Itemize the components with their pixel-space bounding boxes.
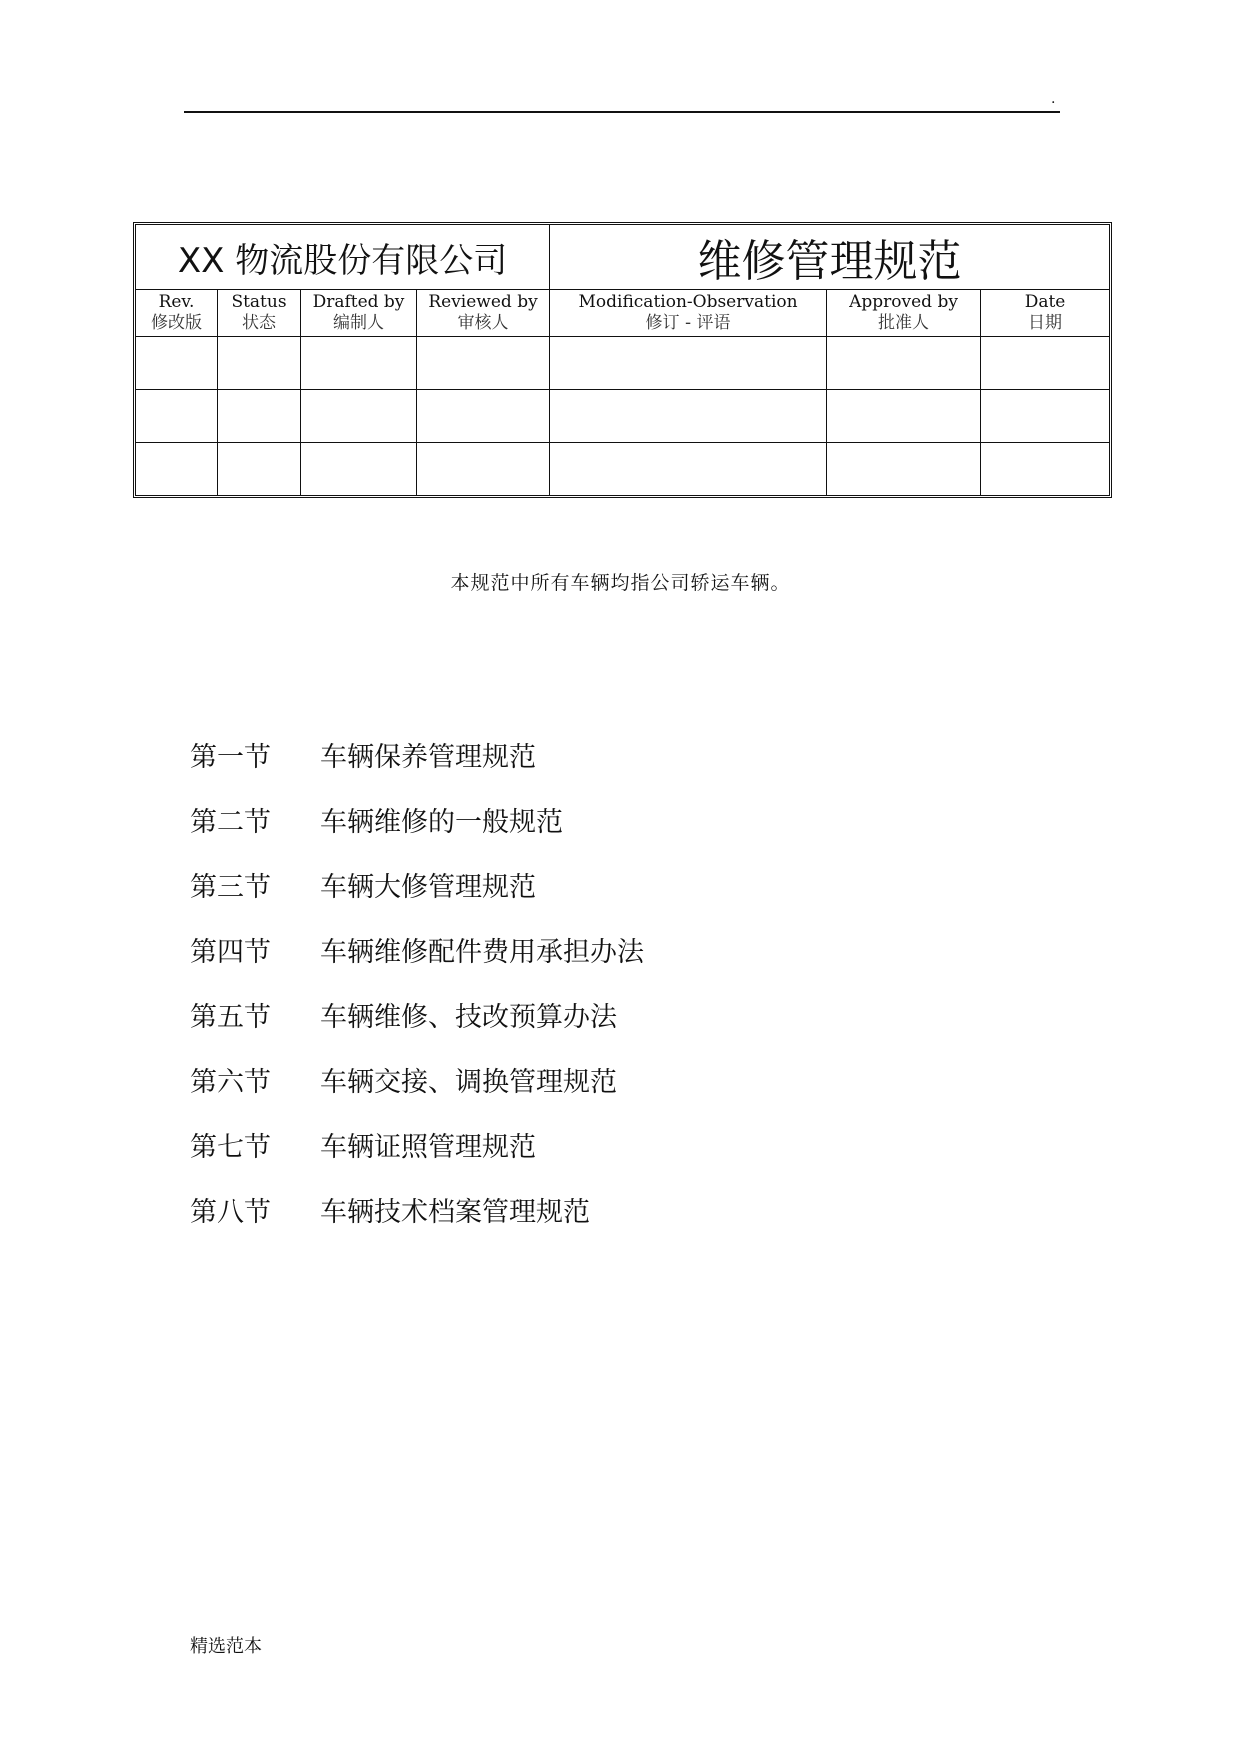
toc-section: 第七节 — [190, 1132, 271, 1163]
toc-item — [190, 738, 644, 803]
table-cell — [827, 337, 981, 390]
revision-table — [133, 222, 1112, 498]
toc-title: 车辆保养管理规范 — [320, 742, 536, 773]
table-cell — [218, 337, 301, 390]
col-rev — [136, 290, 218, 337]
table-cell — [981, 390, 1109, 443]
table-cell — [136, 443, 218, 495]
company-name: XX 物流股份有限公司 — [136, 225, 550, 290]
col-modification-zh: 修订 - 评语 — [645, 313, 731, 333]
toc-title: 车辆维修配件费用承担办法 — [320, 937, 644, 968]
toc-title: 车辆证照管理规范 — [320, 1132, 536, 1163]
col-rev-en: Rev. — [158, 292, 195, 312]
col-status-en: Status — [231, 292, 287, 312]
col-date-en: Date — [1024, 292, 1066, 312]
table-row — [136, 443, 1109, 495]
table-cell — [301, 443, 417, 495]
document-title: 维修管理规范 — [550, 225, 1109, 290]
table-cell — [218, 390, 301, 443]
table-cell — [417, 337, 550, 390]
toc-section: 第五节 — [190, 1002, 271, 1033]
col-reviewed-by-zh: 审核人 — [457, 313, 509, 333]
table-cell — [136, 337, 218, 390]
toc-section: 第一节 — [190, 742, 271, 773]
col-date-zh: 日期 — [1028, 313, 1063, 333]
footer-text: 精选范本 — [190, 1636, 262, 1657]
toc-item — [190, 1128, 644, 1193]
table-cell — [417, 390, 550, 443]
header-rule — [184, 111, 1060, 113]
toc-title: 车辆维修、技改预算办法 — [320, 1002, 617, 1033]
table-cell — [550, 443, 827, 495]
toc-item — [190, 868, 644, 933]
toc-title: 车辆交接、调换管理规范 — [320, 1067, 617, 1098]
col-approved-by-en: Approved by — [849, 292, 958, 312]
toc-section: 第六节 — [190, 1067, 271, 1098]
intro-text: 本规范中所有车辆均指公司轿运车辆。 — [450, 572, 791, 594]
col-reviewed-by — [417, 290, 550, 337]
col-drafted-by-en: Drafted by — [312, 292, 405, 312]
toc-title: 车辆大修管理规范 — [320, 872, 536, 903]
table-cell — [301, 337, 417, 390]
toc-item — [190, 1063, 644, 1128]
toc-section: 第二节 — [190, 807, 271, 838]
table-row — [136, 337, 1109, 390]
col-modification-en: Modification-Observation — [578, 292, 798, 312]
toc-item — [190, 1193, 644, 1258]
col-modification — [550, 290, 827, 337]
toc-title: 车辆维修的一般规范 — [320, 807, 563, 838]
toc-section: 第三节 — [190, 872, 271, 903]
table-row — [136, 390, 1109, 443]
col-approved-by-zh: 批准人 — [878, 313, 930, 333]
table-cell — [981, 337, 1109, 390]
table-cell — [827, 390, 981, 443]
col-status-zh: 状态 — [242, 313, 276, 333]
toc-item — [190, 803, 644, 868]
table-cell — [417, 443, 550, 495]
col-drafted-by-zh: 编制人 — [333, 313, 384, 333]
table-of-contents — [190, 738, 644, 1258]
table-cell — [981, 443, 1109, 495]
col-rev-zh: 修改版 — [151, 313, 202, 333]
toc-title: 车辆技术档案管理规范 — [320, 1197, 590, 1228]
toc-item — [190, 998, 644, 1063]
header-dot: . — [1051, 91, 1056, 107]
table-cell — [550, 337, 827, 390]
col-status — [218, 290, 301, 337]
col-date — [981, 290, 1109, 337]
toc-section: 第八节 — [190, 1197, 271, 1228]
table-cell — [136, 390, 218, 443]
col-reviewed-by-en: Reviewed by — [428, 292, 538, 312]
table-cell — [827, 443, 981, 495]
toc-section: 第四节 — [190, 937, 271, 968]
table-cell — [301, 390, 417, 443]
table-cell — [218, 443, 301, 495]
col-drafted-by — [301, 290, 417, 337]
toc-item — [190, 933, 644, 998]
col-approved-by — [827, 290, 981, 337]
table-cell — [550, 390, 827, 443]
